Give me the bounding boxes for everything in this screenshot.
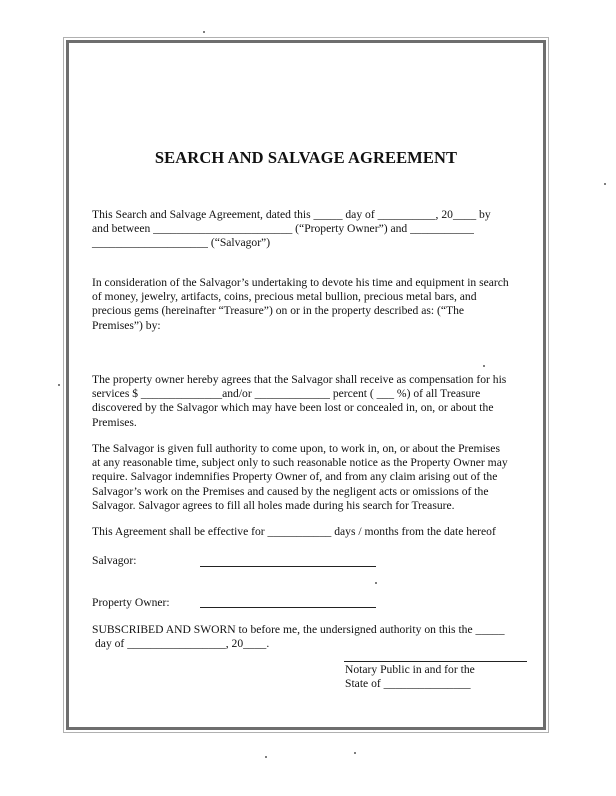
salvagor-label: Salvagor: [92,554,137,567]
effective-term: This Agreement shall be effective for ___________ days / months from the date hereof [92,525,496,538]
compensation-paragraph: The property owner hereby agrees that the Salvagor shall receive as compensation for his services $ ______________and/or _____________ percent ( ___ %) of all Treasure discovered by the Salvagor which may have been lost or concealed in, on, or about the Premises. [92,373,507,429]
property-owner-label: Property Owner: [92,596,170,609]
sworn-statement: SUBSCRIBED AND SWORN to before me, the undersigned authority on this the _____ day of _________________, 20____. [92,623,505,651]
authority-paragraph: The Salvagor is given full authority to come upon, to work in, on, or about the Premises at any reasonable time, subject only to such reasonable notice as the Property Owner may require. Salvagor indemnifies Property Owner of, and from any claim arising out of the Salvagor’s work on the Premises and caused by the negligent acts or omissions of the Salvagor. Salvagor agrees to fill all holes made during his search for Treasure. [92,442,508,512]
scan-speck [604,183,606,185]
scan-speck [483,365,485,367]
scan-speck [203,31,205,33]
salvagor-signature-line[interactable] [200,566,376,567]
intro-paragraph: This Search and Salvage Agreement, dated this _____ day of __________, 20____ by and between ________________________ (“Property Owner”) and ___________ ____________________ (“Salvagor”) [92,208,491,250]
scan-speck [375,582,377,584]
notary-block: Notary Public in and for the State of _______________ [345,663,475,691]
owner-signature-line[interactable] [200,607,376,608]
scan-speck [354,752,356,754]
document-title: SEARCH AND SALVAGE AGREEMENT [154,148,458,167]
scan-speck [265,756,267,758]
consideration-paragraph: In consideration of the Salvagor’s undertaking to devote his time and equipment in search of money, jewelry, artifacts, coins, precious metal bullion, precious metal bars, and precious gems (hereinafter “Treasure”) on or in the property described as: (“The Premises”) by: [92,276,509,332]
scan-speck [58,384,60,386]
notary-signature-line[interactable] [344,661,527,662]
